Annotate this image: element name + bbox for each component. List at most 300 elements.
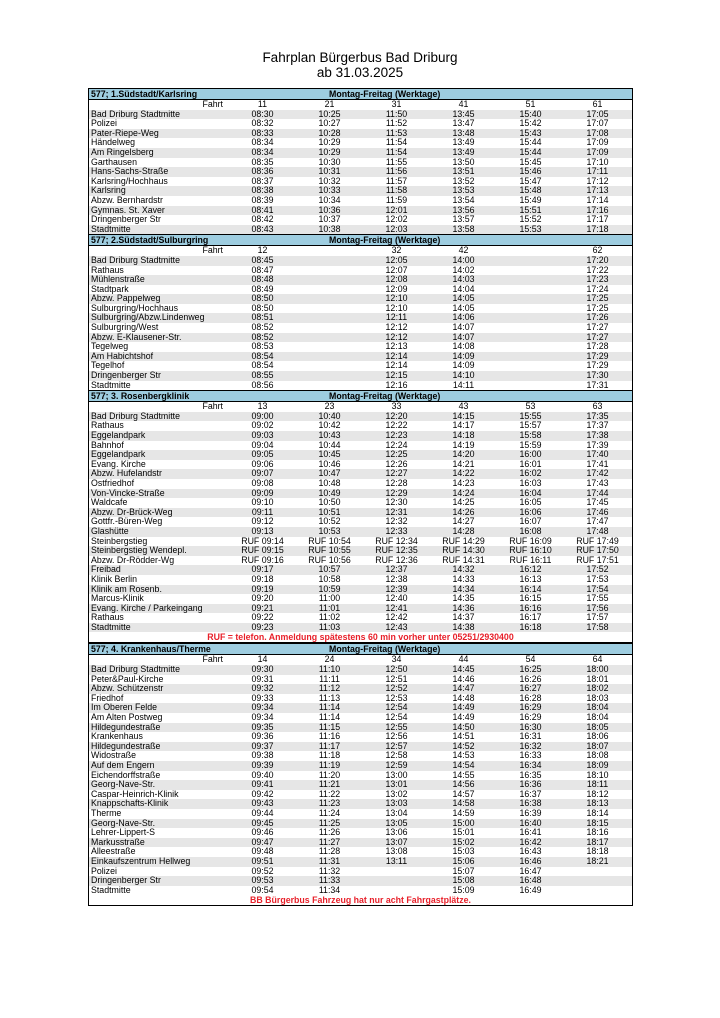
departure-time: 17:24: [586, 284, 609, 294]
departure-time: 11:28: [318, 847, 341, 857]
departure-time: 14:25: [452, 498, 475, 508]
departure-time: 11:17: [318, 741, 341, 751]
stop-row: [89, 119, 632, 129]
stop-name: Eichendorffstraße: [91, 770, 161, 780]
departure-time: 09:22: [251, 613, 274, 623]
departure-time: 09:33: [251, 693, 274, 703]
trip-number: 43: [458, 402, 469, 412]
stop-name: Bad Driburg Stadtmitte: [91, 255, 180, 265]
departure-time: 13:53: [452, 186, 475, 196]
stop-name: Am Habichtshof: [91, 351, 154, 361]
stop-name: Klinik am Rosenb.: [91, 584, 162, 594]
departure-time: 16:37: [519, 789, 542, 799]
departure-time: 16:28: [519, 693, 542, 703]
departure-time: 12:09: [385, 284, 408, 294]
departure-time: 17:54: [586, 584, 609, 594]
trip-number: 11: [257, 100, 268, 109]
departure-time: 11:01: [318, 603, 341, 613]
departure-time: 08:36: [251, 167, 274, 177]
departure-time: 16:32: [519, 741, 542, 751]
stop-row: [89, 177, 632, 187]
trip-number-row: [89, 246, 632, 256]
departure-time: 18:04: [586, 713, 609, 723]
departure-time: 10:40: [318, 411, 341, 421]
departure-time: 14:06: [452, 313, 475, 323]
stop-name: Georg-Nave-Str.: [91, 780, 156, 790]
stop-row: [89, 421, 632, 431]
stop-name: Peter&Paul-Kirche: [91, 674, 164, 684]
departure-time: 08:55: [251, 371, 274, 381]
trip-number: 31: [391, 100, 402, 109]
departure-time: 15:06: [452, 856, 475, 866]
departure-time: 10:48: [318, 478, 341, 488]
departure-time: 09:37: [251, 741, 274, 751]
departure-time: [497, 381, 564, 391]
departure-time: [296, 381, 363, 391]
stop-row: [89, 158, 632, 168]
departure-time: 14:55: [452, 770, 475, 780]
departure-time: 12:23: [385, 431, 408, 440]
departure-time: 09:52: [251, 866, 274, 876]
departure-time: 09:42: [251, 789, 274, 799]
departure-time: 12:32: [385, 517, 408, 527]
departure-time: 13:03: [385, 799, 408, 809]
stop-row: [89, 876, 632, 886]
departure-time: 13:05: [385, 818, 408, 828]
stop-row: [89, 594, 632, 604]
departure-time: 16:34: [519, 761, 542, 770]
stop-row: [89, 323, 632, 333]
departure-time: 16:18: [519, 622, 542, 632]
departure-time: 09:54: [251, 885, 274, 895]
stop-row: [89, 352, 632, 362]
departure-time: 09:09: [251, 488, 274, 498]
departure-time: 09:23: [251, 622, 274, 632]
stop-row: [89, 556, 632, 566]
stop-name: Friedhof: [91, 693, 124, 703]
stop-name: Bad Driburg Stadtmitte: [91, 109, 180, 119]
departure-time: 12:28: [385, 478, 408, 488]
departure-time: 11:58: [385, 186, 408, 196]
departure-time: 12:37: [385, 565, 408, 575]
trip-number: 14: [257, 655, 268, 665]
departure-time: 09:41: [251, 780, 274, 790]
departure-time: [497, 361, 564, 371]
departure-time: 09:32: [251, 684, 274, 694]
departure-time: 12:57: [385, 741, 408, 751]
departure-time: 16:30: [519, 722, 542, 732]
departure-time: [497, 352, 564, 362]
departure-time: [296, 323, 363, 333]
stop-row: [89, 828, 632, 838]
departure-time: 17:55: [586, 594, 609, 604]
departure-time: 17:27: [586, 323, 609, 333]
departure-time: 17:13: [586, 186, 609, 196]
departure-time: RUF 12:34: [375, 536, 418, 546]
stop-name: Gymnas. St. Xaver: [91, 205, 165, 215]
departure-time: 12:01: [385, 205, 408, 215]
trip-number-row: [89, 655, 632, 665]
stop-row: [89, 537, 632, 547]
stop-row: [89, 732, 632, 742]
departure-time: 08:53: [251, 342, 274, 352]
departure-time: 12:24: [385, 440, 408, 450]
departure-time: 09:07: [251, 469, 274, 479]
stop-name: Von-Vincke-Straße: [91, 488, 165, 498]
departure-time: 12:10: [385, 303, 408, 313]
stop-row: [89, 761, 632, 771]
stop-name: Am Alten Postweg: [91, 713, 163, 723]
departure-time: 11:32: [318, 866, 341, 876]
stop-name: Eggelandpark: [91, 431, 146, 440]
departure-time: 17:38: [586, 431, 609, 440]
stop-name: Waldcafe: [91, 498, 128, 508]
stop-row: [89, 266, 632, 276]
departure-time: 14:00: [452, 255, 475, 265]
departure-time: 08:34: [251, 147, 274, 157]
departure-time: 15:08: [452, 876, 475, 886]
departure-time: 17:20: [586, 255, 609, 265]
departure-time: 17:09: [586, 138, 609, 148]
stop-row: [89, 585, 632, 595]
departure-time: 17:56: [586, 603, 609, 613]
departure-time: 17:17: [586, 215, 609, 225]
departure-time: 08:30: [251, 109, 274, 119]
departure-time: 10:53: [318, 526, 341, 536]
section-header: [89, 89, 632, 100]
stop-name: Widostraße: [91, 751, 136, 761]
departure-time: 15:03: [452, 847, 475, 857]
departure-time: RUF 17:49: [576, 536, 619, 546]
departure-time: 09:18: [251, 574, 274, 584]
departure-time: 10:30: [318, 157, 341, 167]
departure-time: 14:20: [452, 450, 475, 460]
stop-row: [89, 431, 632, 441]
departure-time: 12:25: [385, 450, 408, 460]
departure-time: 17:05: [586, 109, 609, 119]
stop-name: Stadtmitte: [91, 885, 131, 895]
departure-time: 10:25: [318, 109, 341, 119]
departure-time: RUF 12:36: [375, 555, 418, 565]
stop-row: [89, 294, 632, 304]
stop-name: Garthausen: [91, 157, 137, 167]
stop-name: Caspar-Heinrich-Klinik: [91, 789, 179, 799]
fahrt-label: Fahrt: [202, 245, 223, 256]
section-name: 577; 1.Südstadt/Karlsring: [91, 89, 198, 99]
departure-time: 17:12: [586, 176, 609, 186]
stop-name: Auf dem Engern: [91, 761, 155, 770]
departure-time: 14:07: [452, 323, 475, 333]
departure-time: 12:13: [385, 342, 408, 352]
stop-name: Stadtpark: [91, 284, 129, 294]
departure-time: 09:43: [251, 799, 274, 809]
departure-time: [296, 313, 363, 323]
departure-time: 09:21: [251, 603, 274, 613]
stop-row: [89, 604, 632, 614]
trip-number: 33: [391, 402, 402, 412]
departure-time: 08:47: [251, 265, 274, 275]
departure-time: 11:22: [318, 789, 341, 799]
departure-time: 14:36: [452, 603, 475, 613]
stop-row: [89, 613, 632, 623]
departure-time: RUF 16:09: [509, 536, 552, 546]
departure-time: 09:46: [251, 828, 274, 838]
departure-time: 08:50: [251, 303, 274, 313]
departure-time: 10:31: [318, 167, 341, 177]
departure-time: 14:45: [452, 665, 475, 675]
departure-time: RUF 09:16: [241, 555, 284, 565]
departure-time: 14:18: [452, 431, 475, 440]
departure-time: 17:37: [586, 421, 609, 431]
departure-time: 18:00: [586, 665, 609, 675]
departure-time: 13:06: [385, 828, 408, 838]
departure-time: 10:49: [318, 488, 341, 498]
departure-time: 17:23: [586, 275, 609, 285]
stop-name: Abzw. Dr-Brück-Weg: [91, 507, 173, 517]
departure-time: 13:49: [452, 147, 475, 157]
departure-time: 16:13: [519, 574, 542, 584]
departure-time: 15:45: [519, 157, 542, 167]
departure-time: 16:39: [519, 808, 542, 818]
departure-time: 12:22: [385, 421, 408, 431]
departure-time: 11:16: [318, 732, 341, 742]
departure-time: 09:47: [251, 837, 274, 847]
departure-time: 08:48: [251, 275, 274, 285]
trip-number: 24: [324, 655, 335, 665]
departure-time: 12:14: [385, 361, 408, 371]
departure-time: RUF 14:29: [442, 536, 485, 546]
departure-time: 14:32: [452, 565, 475, 575]
departure-time: 17:25: [586, 294, 609, 304]
stop-row: [89, 857, 632, 867]
departure-time: 16:47: [519, 866, 542, 876]
departure-time: 14:35: [452, 594, 475, 604]
stop-row: [89, 838, 632, 848]
departure-time: 13:47: [452, 119, 475, 129]
departure-time: 15:00: [452, 818, 475, 828]
departure-time: 18:18: [586, 847, 609, 857]
departure-time: 14:38: [452, 622, 475, 632]
stop-name: Georg-Nave-Str.: [91, 818, 156, 828]
departure-time: 08:54: [251, 361, 274, 371]
departure-time: 09:39: [251, 761, 274, 770]
departure-time: 17:26: [586, 313, 609, 323]
departure-time: 14:49: [452, 713, 475, 723]
departure-time: 12:58: [385, 751, 408, 761]
departure-time: [296, 352, 363, 362]
departure-time: 12:14: [385, 351, 408, 361]
departure-time: 17:16: [586, 205, 609, 215]
trip-number: 53: [525, 402, 536, 412]
departure-time: 08:49: [251, 284, 274, 294]
departure-time: 14:03: [452, 275, 475, 285]
stop-name: Tegelhof: [91, 361, 125, 371]
departure-time: 16:02: [519, 469, 542, 479]
departure-time: 17:14: [586, 195, 609, 205]
departure-time: 13:01: [385, 780, 408, 790]
stop-name: Steinbergstieg Wendepl.: [91, 546, 187, 556]
departure-time: 11:57: [385, 176, 408, 186]
stop-row: [89, 275, 632, 285]
stop-name: Therme: [91, 808, 122, 818]
departure-time: 14:37: [452, 613, 475, 623]
departure-time: 09:02: [251, 421, 274, 431]
departure-time: [296, 294, 363, 304]
stop-name: Abzw. E-Klausener-Str.: [91, 332, 182, 342]
departure-time: 10:29: [318, 147, 341, 157]
departure-time: 13:50: [452, 157, 475, 167]
departure-time: 12:39: [385, 584, 408, 594]
departure-time: 16:14: [519, 584, 542, 594]
stop-name: Dringenberger Str: [91, 215, 161, 225]
departure-time: 14:33: [452, 574, 475, 584]
departure-time: 13:07: [385, 837, 408, 847]
departure-time: 15:59: [519, 440, 542, 450]
stop-name: Sulburgring/West: [91, 323, 159, 333]
departure-time: [497, 275, 564, 285]
departure-time: RUF 16:10: [509, 546, 552, 556]
stop-row: [89, 867, 632, 877]
departure-time: 16:27: [519, 684, 542, 694]
departure-time: 18:02: [586, 684, 609, 694]
departure-time: 11:15: [318, 722, 341, 732]
departure-time: 11:13: [318, 693, 341, 703]
departure-time: 11:18: [318, 751, 341, 761]
departure-time: 18:17: [586, 837, 609, 847]
trip-number: 42: [458, 246, 469, 256]
departure-time: 16:41: [519, 828, 542, 838]
stop-row: [89, 196, 632, 206]
departure-time: 08:50: [251, 294, 274, 304]
departure-time: 10:27: [318, 119, 341, 129]
stop-row: [89, 304, 632, 314]
stop-name: Steinbergstieg: [91, 536, 148, 546]
stop-name: Im Oberen Felde: [91, 703, 158, 713]
departure-time: 16:04: [519, 488, 542, 498]
stop-name: Knappschafts-Klinik: [91, 799, 169, 809]
departure-time: 12:38: [385, 574, 408, 584]
departure-time: 16:00: [519, 450, 542, 460]
departure-time: 12:31: [385, 507, 408, 517]
stop-row: [89, 450, 632, 460]
stop-row: [89, 819, 632, 829]
departure-time: RUF 09:15: [241, 546, 284, 556]
departure-time: 08:45: [251, 255, 274, 265]
stop-name: Pater-Riepe-Weg: [91, 128, 159, 138]
stop-name: Polizei: [91, 866, 117, 876]
departure-time: 16:36: [519, 780, 542, 790]
departure-time: 09:31: [251, 674, 274, 684]
departure-time: 12:07: [385, 265, 408, 275]
stop-row: [89, 225, 632, 235]
departure-time: 17:57: [586, 613, 609, 623]
departure-time: 16:42: [519, 837, 542, 847]
section-days: Montag-Freitag (Werktage): [329, 644, 441, 655]
departure-time: 12:43: [385, 622, 408, 632]
stop-name: Einkaufszentrum Hellweg: [91, 856, 191, 866]
departure-time: 17:47: [586, 517, 609, 527]
departure-time: 12:03: [385, 224, 408, 234]
departure-time: 13:57: [452, 215, 475, 225]
stop-name: Hildegundestraße: [91, 722, 161, 732]
departure-time: 15:53: [519, 224, 542, 234]
trip-number: 44: [458, 655, 469, 665]
departure-time: 08:43: [251, 224, 274, 234]
stop-row: [89, 441, 632, 451]
fahrt-label: Fahrt: [202, 654, 223, 665]
departure-time: 16:06: [519, 507, 542, 517]
departure-time: 13:51: [452, 167, 475, 177]
departure-time: 09:04: [251, 440, 274, 450]
stop-name: Karlsring/Hochhaus: [91, 176, 168, 186]
stop-name: Rathaus: [91, 421, 124, 431]
departure-time: 12:02: [385, 215, 408, 225]
departure-time: 16:07: [519, 517, 542, 527]
departure-time: 15:49: [519, 195, 542, 205]
departure-time: 18:06: [586, 732, 609, 742]
departure-time: 09:00: [251, 411, 274, 421]
departure-time: 11:56: [385, 167, 408, 177]
departure-time: 12:26: [385, 459, 408, 469]
departure-time: 14:07: [452, 332, 475, 342]
departure-time: 11:25: [318, 818, 341, 828]
stop-name: Hildegundestraße: [91, 741, 161, 751]
departure-time: 18:11: [586, 780, 609, 790]
departure-time: 11:20: [318, 770, 341, 780]
departure-time: RUF 14:30: [442, 546, 485, 556]
departure-time: [497, 266, 564, 276]
section-header: [89, 234, 632, 246]
departure-time: [497, 333, 564, 343]
departure-time: 18:03: [586, 693, 609, 703]
stop-row: [89, 333, 632, 343]
departure-time: 09:44: [251, 808, 274, 818]
departure-time: RUF 09:14: [241, 536, 284, 546]
stop-row: [89, 138, 632, 148]
departure-time: 16:29: [519, 703, 542, 713]
stop-row: [89, 186, 632, 196]
departure-time: 14:53: [452, 751, 475, 761]
departure-time: 15:07: [452, 866, 475, 876]
stop-name: Marcus-Klinik: [91, 594, 144, 604]
departure-time: 11:50: [385, 109, 408, 119]
departure-time: 08:51: [251, 313, 274, 323]
departure-time: 12:51: [385, 674, 408, 684]
departure-time: 14:09: [452, 351, 475, 361]
stop-row: [89, 790, 632, 800]
departure-time: 16:43: [519, 847, 542, 857]
departure-time: 11:03: [318, 622, 341, 632]
stop-name: Bad Driburg Stadtmitte: [91, 411, 180, 421]
departure-time: 09:51: [251, 856, 274, 866]
stop-row: [89, 565, 632, 575]
stop-row: [89, 780, 632, 790]
stop-row: [89, 215, 632, 225]
stop-row: [89, 703, 632, 713]
departure-time: 18:21: [586, 856, 609, 866]
departure-time: 09:36: [251, 732, 274, 742]
stop-name: Dringenberger Str: [91, 371, 161, 381]
departure-time: 09:05: [251, 450, 274, 460]
departure-time: 09:45: [251, 818, 274, 828]
departure-time: 15:51: [519, 205, 542, 215]
departure-time: 16:01: [519, 459, 542, 469]
departure-time: 10:43: [318, 431, 341, 440]
departure-time: 16:40: [519, 818, 542, 828]
departure-time: 17:25: [586, 303, 609, 313]
departure-time: 08:34: [251, 138, 274, 148]
departure-time: 13:49: [452, 138, 475, 148]
